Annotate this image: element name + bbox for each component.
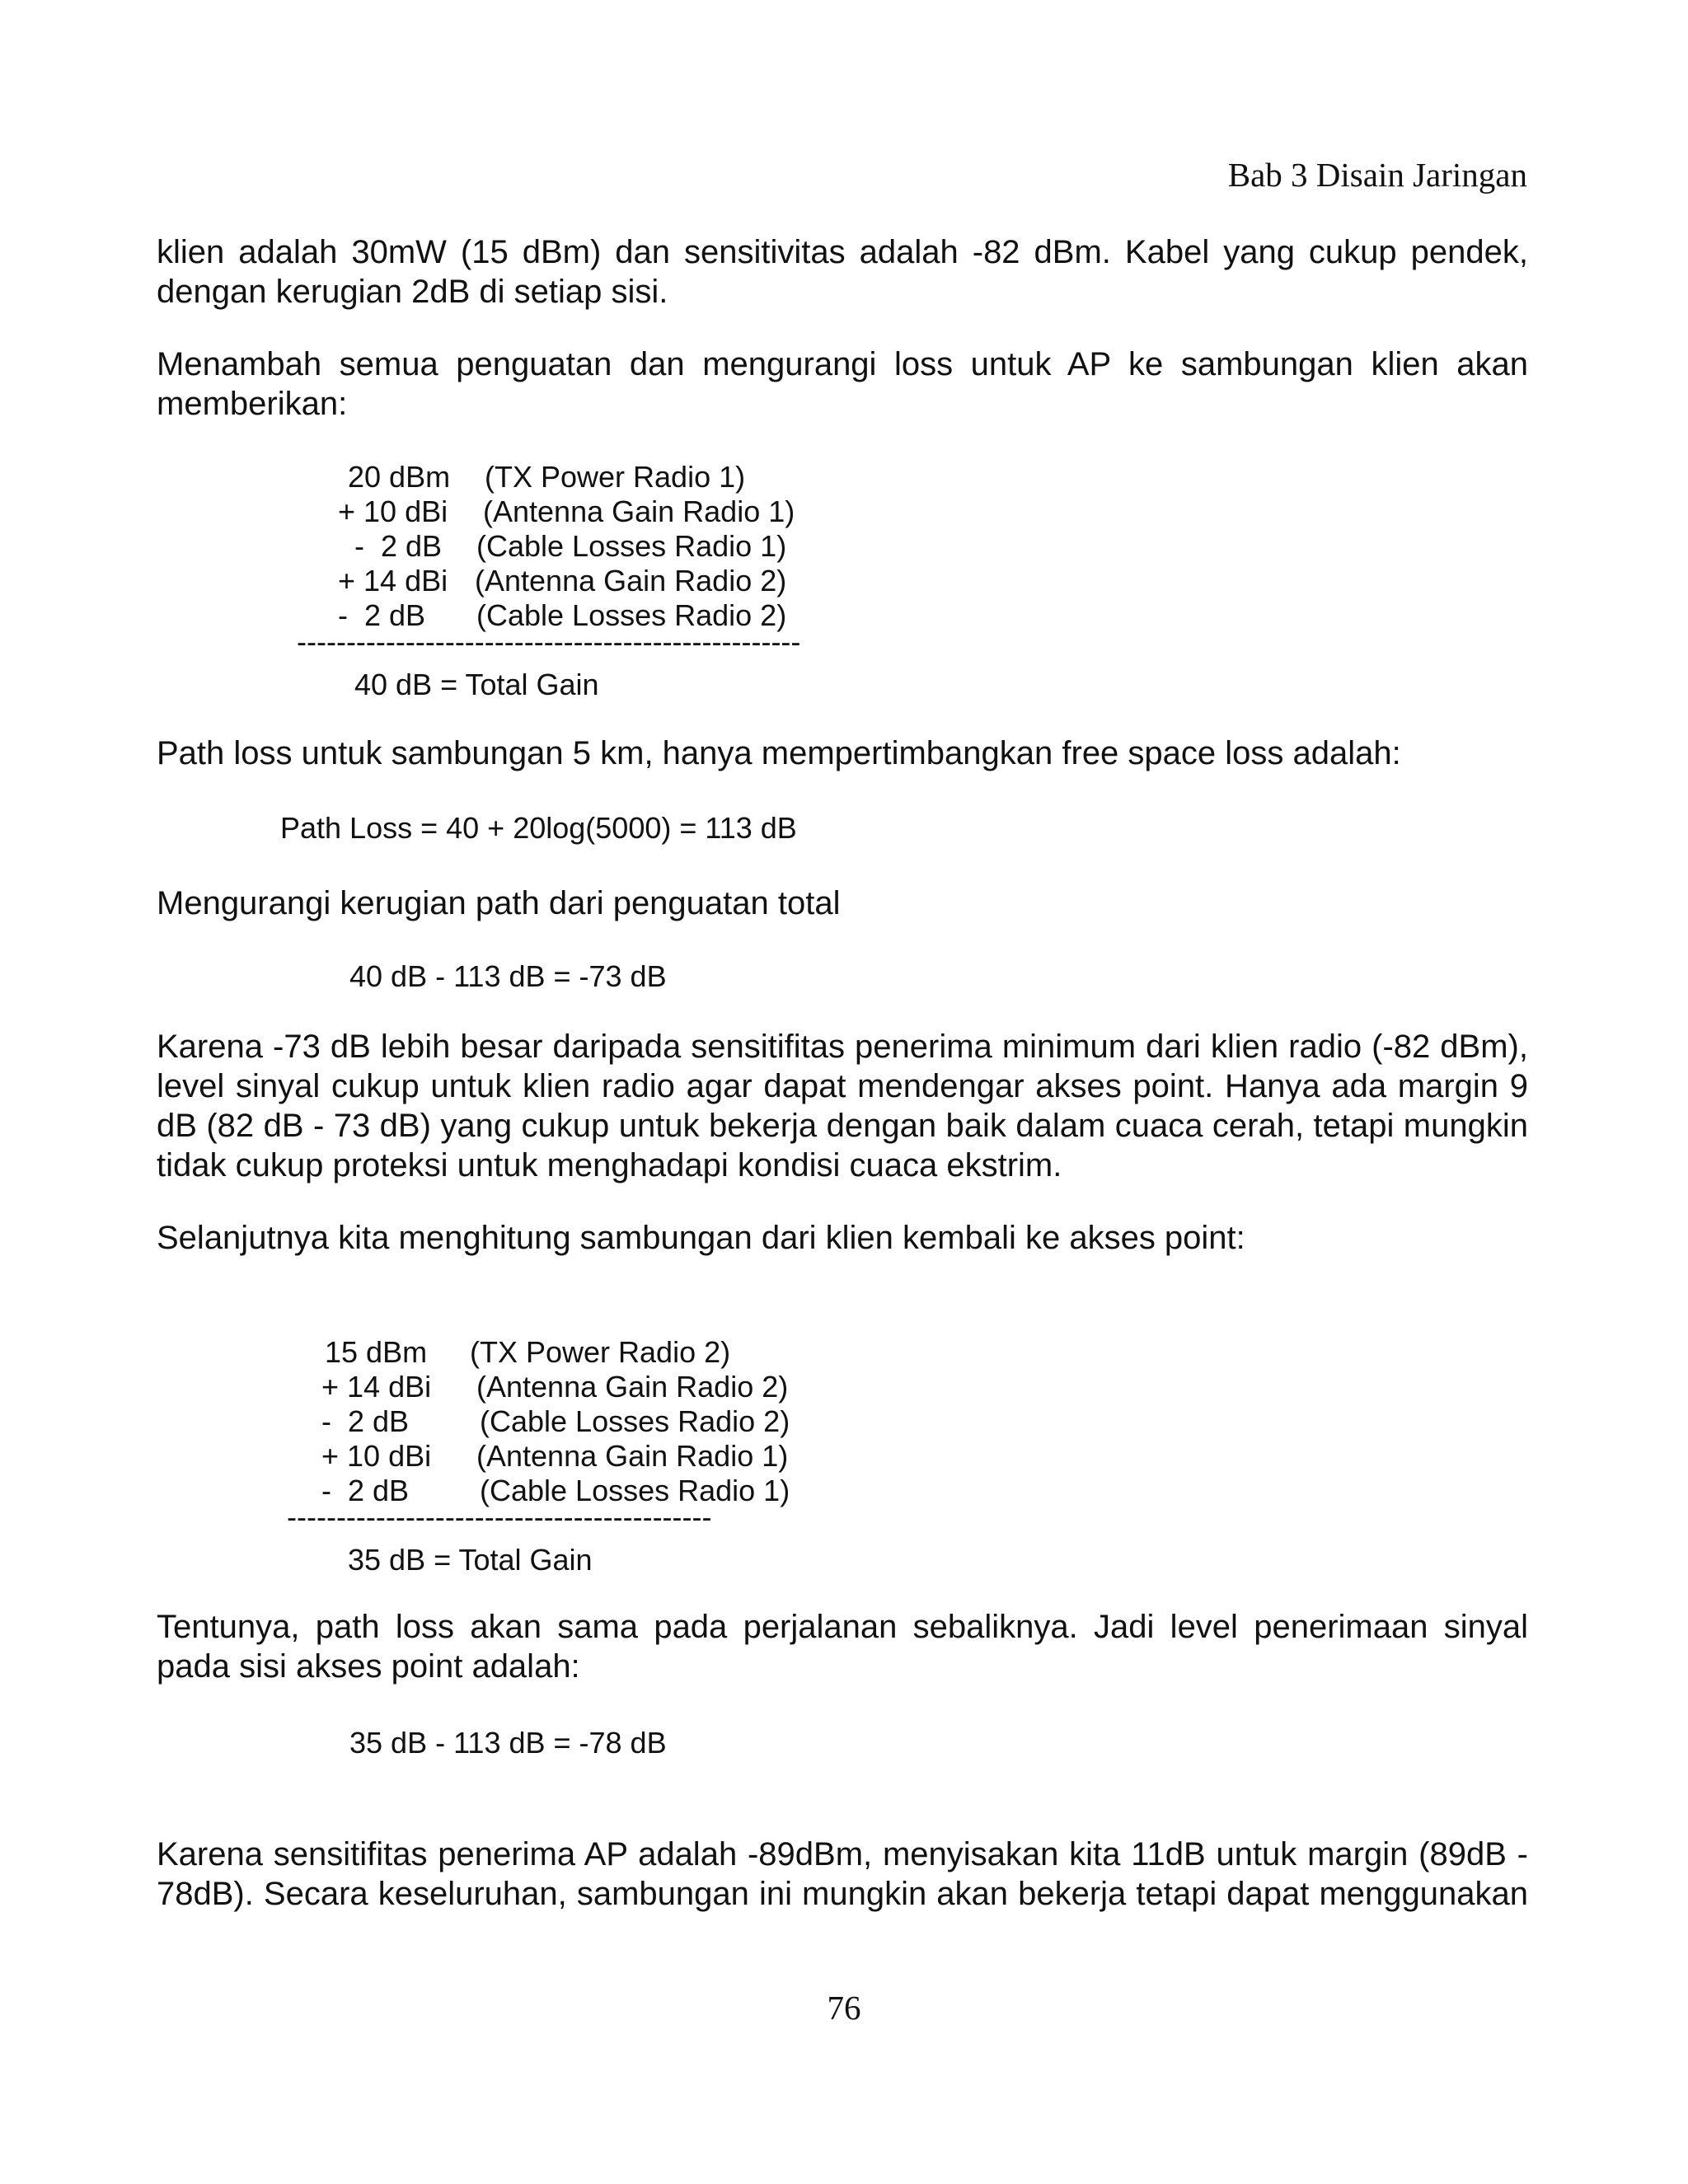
- calc-description: (Antenna Gain Radio 1): [483, 494, 795, 528]
- calc-total: 40 dB = Total Gain: [354, 668, 599, 701]
- calc-value: + 14 dBi: [321, 1370, 432, 1404]
- calc-row: [287, 1370, 880, 1404]
- calc-value: - 2 dB: [338, 598, 426, 632]
- calc-description: (Antenna Gain Radio 2): [476, 1370, 789, 1404]
- paragraph-8: [157, 1835, 1528, 1914]
- paragraph-1: [157, 232, 1528, 312]
- paragraph-3: [157, 733, 1528, 773]
- gain-calculation-ap-to-client: [297, 460, 890, 702]
- calc-total-row: [297, 668, 890, 702]
- calc-description: (TX Power Radio 2): [470, 1335, 731, 1369]
- calc-value: 20 dBm: [348, 460, 451, 494]
- paragraph-5: [157, 1027, 1528, 1185]
- page-number: 76: [827, 1989, 861, 2027]
- calc-divider: ---------------------------------------------------: [297, 625, 801, 658]
- gain-calculation-client-to-ap: [287, 1335, 880, 1577]
- calc-value: - 2 dB: [321, 1474, 410, 1507]
- paragraph-line: klien adalah 30mW (15 dBm) dan sensitivitas adalah -82 dBm. Kabel yang cukup pendek,: [157, 234, 1528, 270]
- paragraph-line: dengan kerugian 2dB di setiap sisi.: [157, 274, 668, 310]
- calc-description: (Antenna Gain Radio 2): [475, 564, 787, 598]
- calc-row: [287, 1439, 880, 1474]
- paragraph-line: Menambah semua penguatan dan mengurangi loss untuk AP ke sambungan klien akan: [157, 346, 1528, 382]
- paragraph-line: Mengurangi kerugian path dari penguatan total: [157, 885, 841, 921]
- paragraph-2: [157, 344, 1528, 424]
- paragraph-7: [157, 1607, 1528, 1686]
- calc-total-row: [287, 1543, 880, 1577]
- equation-path-loss: Path Loss = 40 + 20log(5000) = 113 dB: [280, 811, 797, 845]
- calc-value: + 10 dBi: [338, 494, 448, 528]
- paragraph-line: tidak cukup proteksi untuk menghadapi kondisi cuaca ekstrim.: [157, 1147, 1062, 1183]
- equation-received-signal-ap: 35 dB - 113 dB = -78 dB: [349, 1726, 667, 1760]
- paragraph-line: level sinyal cukup untuk klien radio agar dapat mendengar akses point. Hanya ada margin 9: [157, 1068, 1528, 1104]
- calc-row: [297, 494, 890, 529]
- calc-value: - 2 dB: [321, 1404, 410, 1438]
- calc-value: - 2 dB: [354, 529, 443, 563]
- calc-row: [297, 529, 890, 564]
- calc-value: 15 dBm: [325, 1335, 428, 1369]
- paragraph-line: Karena sensitifitas penerima AP adalah -89dBm, menyisakan kita 11dB untuk margin (89dB -: [157, 1836, 1528, 1872]
- calc-row: [287, 1335, 880, 1370]
- calc-row: [287, 1404, 880, 1439]
- calc-value: + 10 dBi: [321, 1439, 432, 1473]
- calc-description: (Antenna Gain Radio 1): [476, 1439, 789, 1473]
- calc-value: + 14 dBi: [338, 564, 448, 598]
- calc-divider-row: [287, 1500, 880, 1543]
- paragraph-line: dB (82 dB - 73 dB) yang cukup untuk bekerja dengan baik dalam cuaca cerah, tetapi mungkin: [157, 1108, 1528, 1144]
- calc-description: (Cable Losses Radio 2): [476, 598, 787, 632]
- paragraph-line: memberikan:: [157, 386, 348, 422]
- paragraph-6: [157, 1218, 1528, 1258]
- calc-total: 35 dB = Total Gain: [348, 1543, 593, 1577]
- calc-description: (TX Power Radio 1): [485, 460, 746, 494]
- paragraph-line: Karena -73 dB lebih besar daripada sensitifitas penerima minimum dari klien radio (-82 dBm),: [157, 1029, 1528, 1065]
- running-header: Bab 3 Disain Jaringan: [1227, 156, 1527, 194]
- calc-description: (Cable Losses Radio 1): [476, 529, 787, 563]
- calc-row: [297, 564, 890, 598]
- calc-description: (Cable Losses Radio 1): [480, 1474, 790, 1507]
- equation-received-signal-client: 40 dB - 113 dB = -73 dB: [349, 959, 667, 993]
- paragraph-line: 78dB). Secara keseluruhan, sambungan ini mungkin akan bekerja tetapi dapat menggunakan: [157, 1876, 1528, 1912]
- paragraph-line: Selanjutnya kita menghitung sambungan dari klien kembali ke akses point:: [157, 1220, 1245, 1256]
- paragraph-line: Path loss untuk sambungan 5 km, hanya mempertimbangkan free space loss adalah:: [157, 735, 1401, 771]
- paragraph-line: Tentunya, path loss akan sama pada perjalanan sebaliknya. Jadi level penerimaan sinyal: [157, 1609, 1528, 1645]
- paragraph-line: pada sisi akses point adalah:: [157, 1648, 580, 1685]
- calc-divider: -------------------------------------------: [287, 1500, 712, 1534]
- paragraph-4: [157, 883, 1528, 923]
- calc-description: (Cable Losses Radio 2): [480, 1404, 790, 1438]
- calc-row: [297, 460, 890, 494]
- calc-divider-row: [297, 625, 890, 668]
